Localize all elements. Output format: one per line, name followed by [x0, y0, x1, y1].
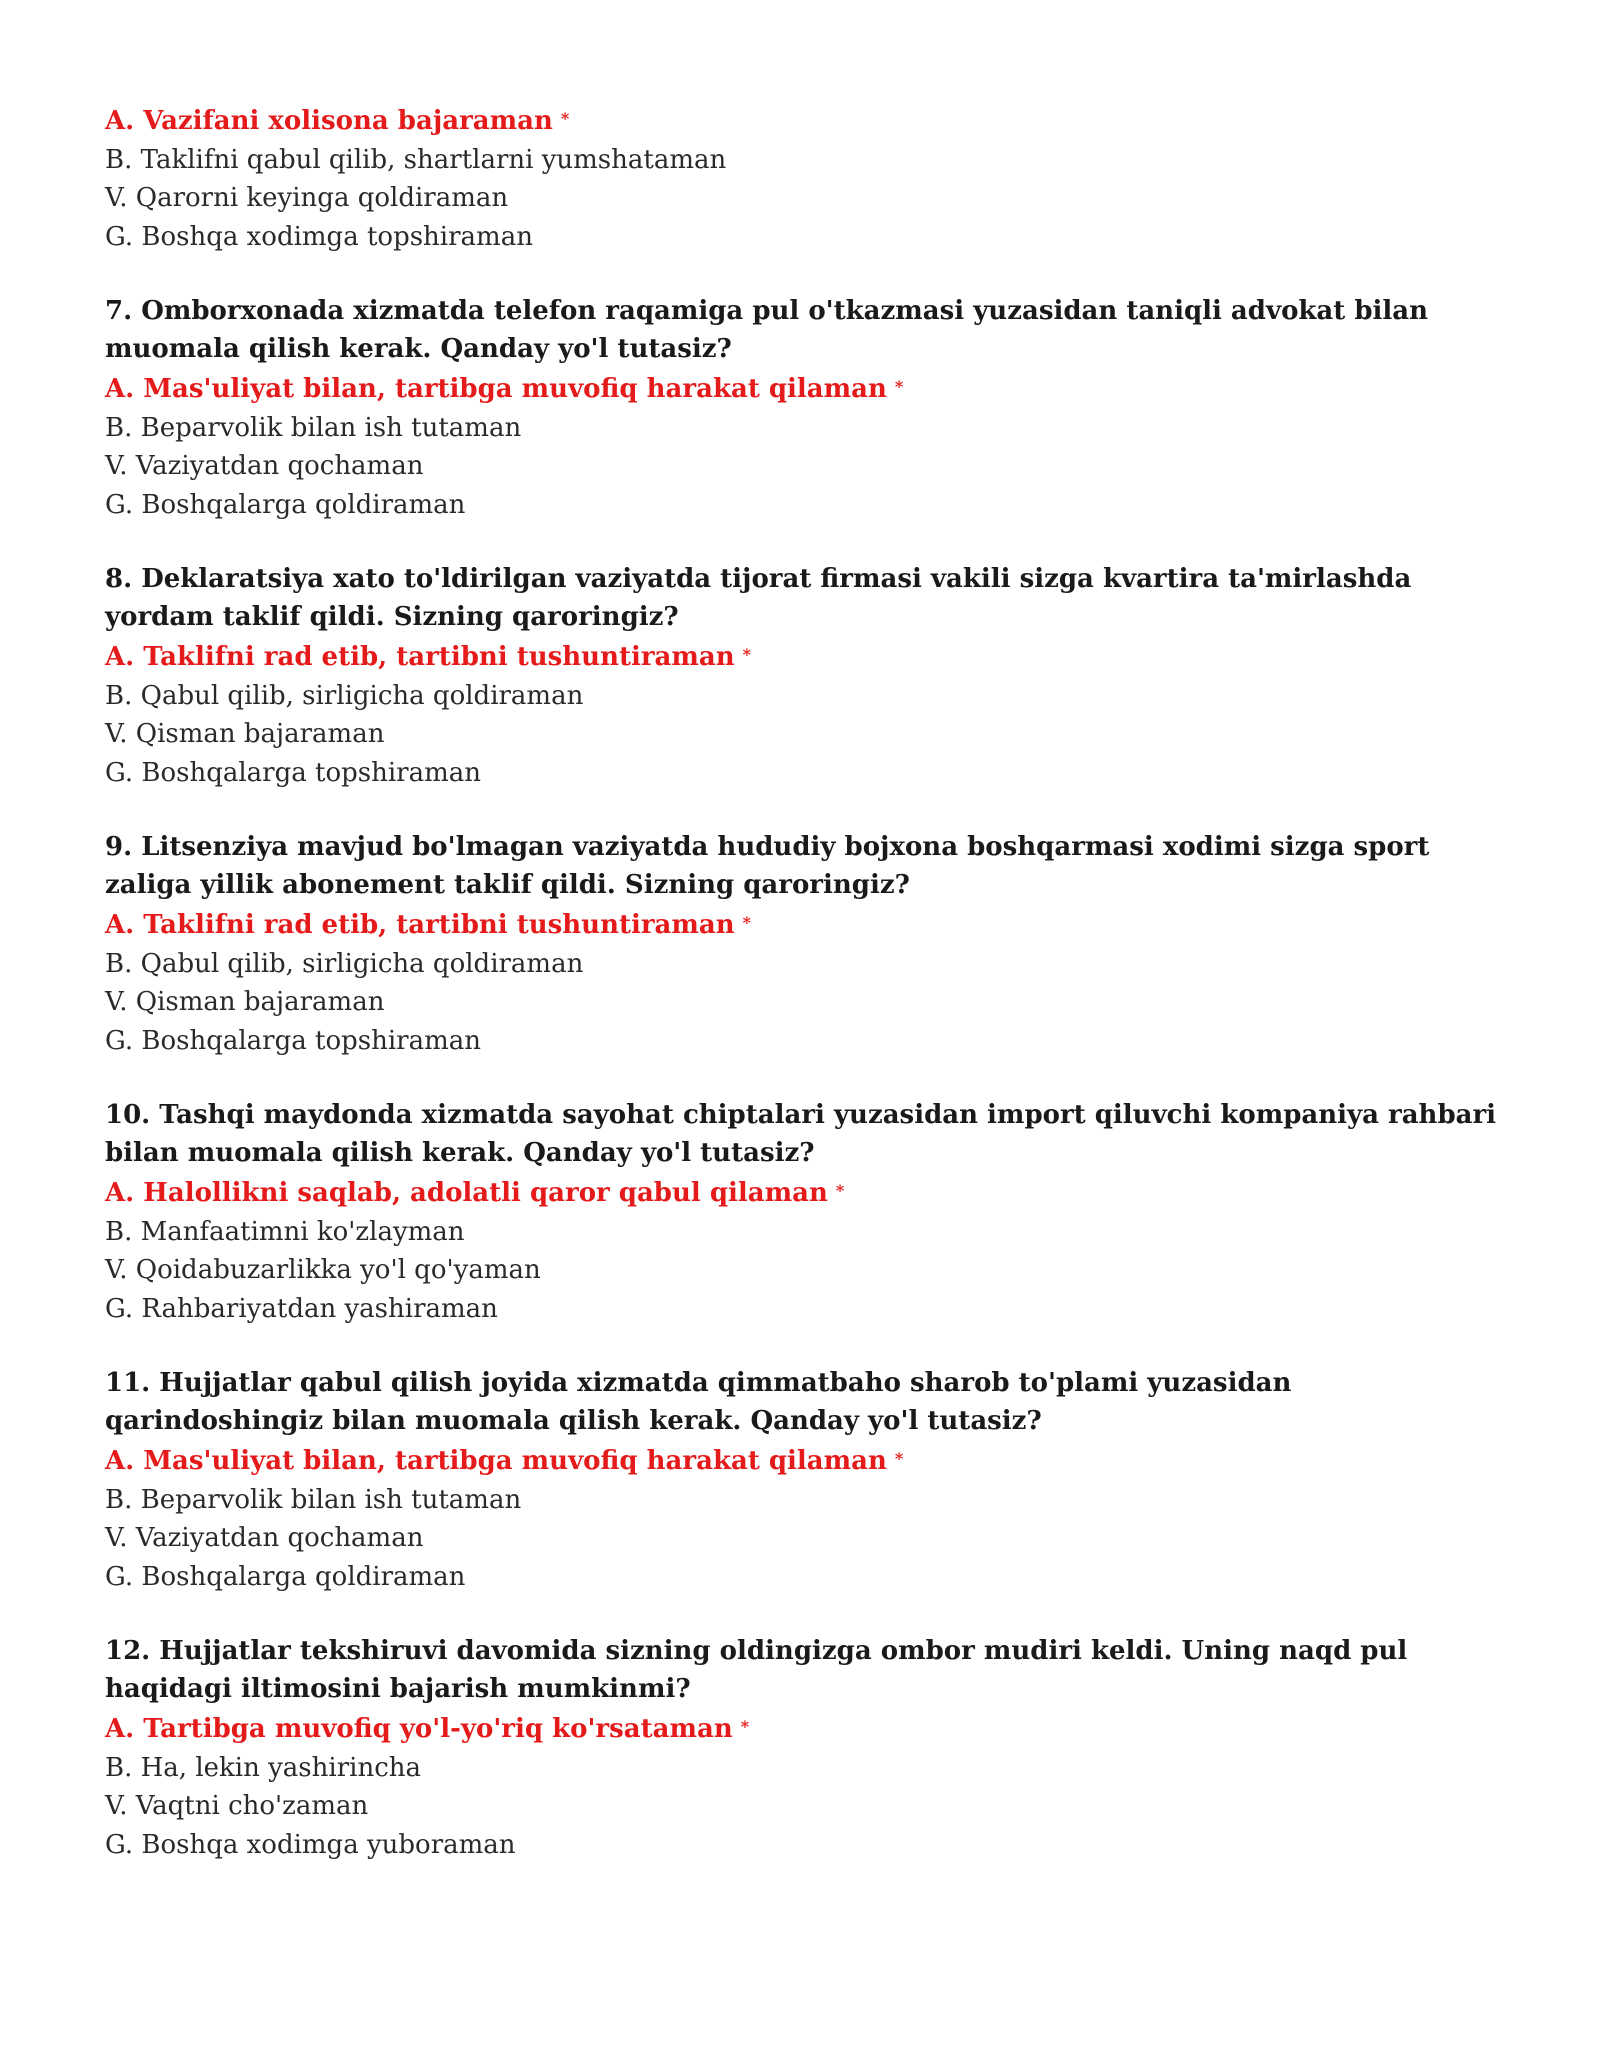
answer-option: V. Vaqtni cho'zaman	[105, 1791, 369, 1821]
answer-option: G. Boshqa xodimga yuboraman	[105, 1829, 516, 1860]
answer-option: V. Qisman bajaraman	[105, 719, 385, 749]
question-text: 7. Omborxonada xizmatda telefon raqamiga pul o'tkazmasi yuzasidan taniqli advokat bilan muomala qilish kerak. Qanday yo'l tutasiz?	[105, 296, 1429, 364]
correct-marker: *	[742, 913, 752, 932]
answer-option: V. Qoidabuzarlikka yo'l qo'yaman	[105, 1255, 541, 1285]
answer-option: G. Boshqalarga qoldiraman	[105, 489, 466, 520]
answer-option: V. Qisman bajaraman	[105, 987, 385, 1017]
question-block	[105, 1632, 1505, 1864]
answer-option: B. Qabul qilib, sirligicha qoldiraman	[105, 948, 584, 979]
question-block	[105, 828, 1505, 1060]
answer-option: B. Beparvolik bilan ish tutaman	[105, 412, 522, 443]
correct-marker: *	[835, 1181, 845, 1200]
question-text: 11. Hujjatlar qabul qilish joyida xizmatda qimmatbaho sharob to'plami yuzasidan qarindoshingiz bilan muomala qilish kerak. Qanday yo'l tutasiz?	[105, 1368, 1292, 1436]
answer-option-correct: A. Taklifni rad etib, tartibni tushuntiraman *	[105, 910, 752, 940]
answer-option: B. Beparvolik bilan ish tutaman	[105, 1484, 522, 1515]
answer-option-correct: A. Mas'uliyat bilan, tartibga muvofiq harakat qilaman *	[105, 1446, 904, 1476]
question-text: 12. Hujjatlar tekshiruvi davomida sizning oldingizga ombor mudiri keldi. Uning naqd pul haqidagi iltimosini bajarish mumkinmi?	[105, 1636, 1408, 1704]
answer-option-correct: A. Vazifani xolisona bajaraman *	[105, 106, 570, 136]
answer-option: G. Boshqalarga topshiraman	[105, 757, 481, 788]
quiz-content	[105, 102, 1505, 1900]
correct-marker: *	[894, 377, 904, 396]
answer-option: G. Boshqa xodimga topshiraman	[105, 221, 533, 252]
answer-option: G. Boshqalarga topshiraman	[105, 1025, 481, 1056]
question-block	[105, 560, 1505, 792]
correct-marker: *	[560, 109, 570, 128]
correct-marker: *	[742, 645, 752, 664]
answer-option-correct: A. Tartibga muvofiq yo'l-yo'riq ko'rsataman *	[105, 1714, 750, 1744]
question-text: 10. Tashqi maydonda xizmatda sayohat chiptalari yuzasidan import qiluvchi kompaniya rahbari bilan muomala qilish kerak. Qanday yo'l tutasiz?	[105, 1100, 1497, 1168]
answer-option: G. Rahbariyatdan yashiraman	[105, 1293, 498, 1324]
question-text: 9. Litsenziya mavjud bo'lmagan vaziyatda hududiy bojxona boshqarmasi xodimi sizga sport zaliga yillik abonement taklif qildi. Sizning qaroringiz?	[105, 832, 1430, 900]
question-block-continued	[105, 102, 1505, 256]
question-block	[105, 1096, 1505, 1328]
answer-option-correct: A. Taklifni rad etib, tartibni tushuntiraman *	[105, 642, 752, 672]
question-block	[105, 1364, 1505, 1596]
question-text: 8. Deklaratsiya xato to'ldirilgan vaziyatda tijorat firmasi vakili sizga kvartira ta'mirlashda yordam taklif qildi. Sizning qaroringiz?	[105, 564, 1412, 632]
answer-option-correct: A. Mas'uliyat bilan, tartibga muvofiq harakat qilaman *	[105, 374, 904, 404]
question-block	[105, 292, 1505, 524]
correct-marker: *	[894, 1449, 904, 1468]
answer-option: V. Vaziyatdan qochaman	[105, 451, 424, 481]
answer-option: B. Ha, lekin yashirincha	[105, 1752, 422, 1783]
answer-option: V. Qarorni keyinga qoldiraman	[105, 183, 509, 213]
answer-option: B. Qabul qilib, sirligicha qoldiraman	[105, 680, 584, 711]
answer-option: B. Manfaatimni ko'zlayman	[105, 1216, 465, 1247]
answer-option: B. Taklifni qabul qilib, shartlarni yumshataman	[105, 144, 727, 175]
answer-option-correct: A. Halollikni saqlab, adolatli qaror qabul qilaman *	[105, 1178, 845, 1208]
answer-option: G. Boshqalarga qoldiraman	[105, 1561, 466, 1592]
answer-option: V. Vaziyatdan qochaman	[105, 1523, 424, 1553]
correct-marker: *	[740, 1717, 750, 1736]
